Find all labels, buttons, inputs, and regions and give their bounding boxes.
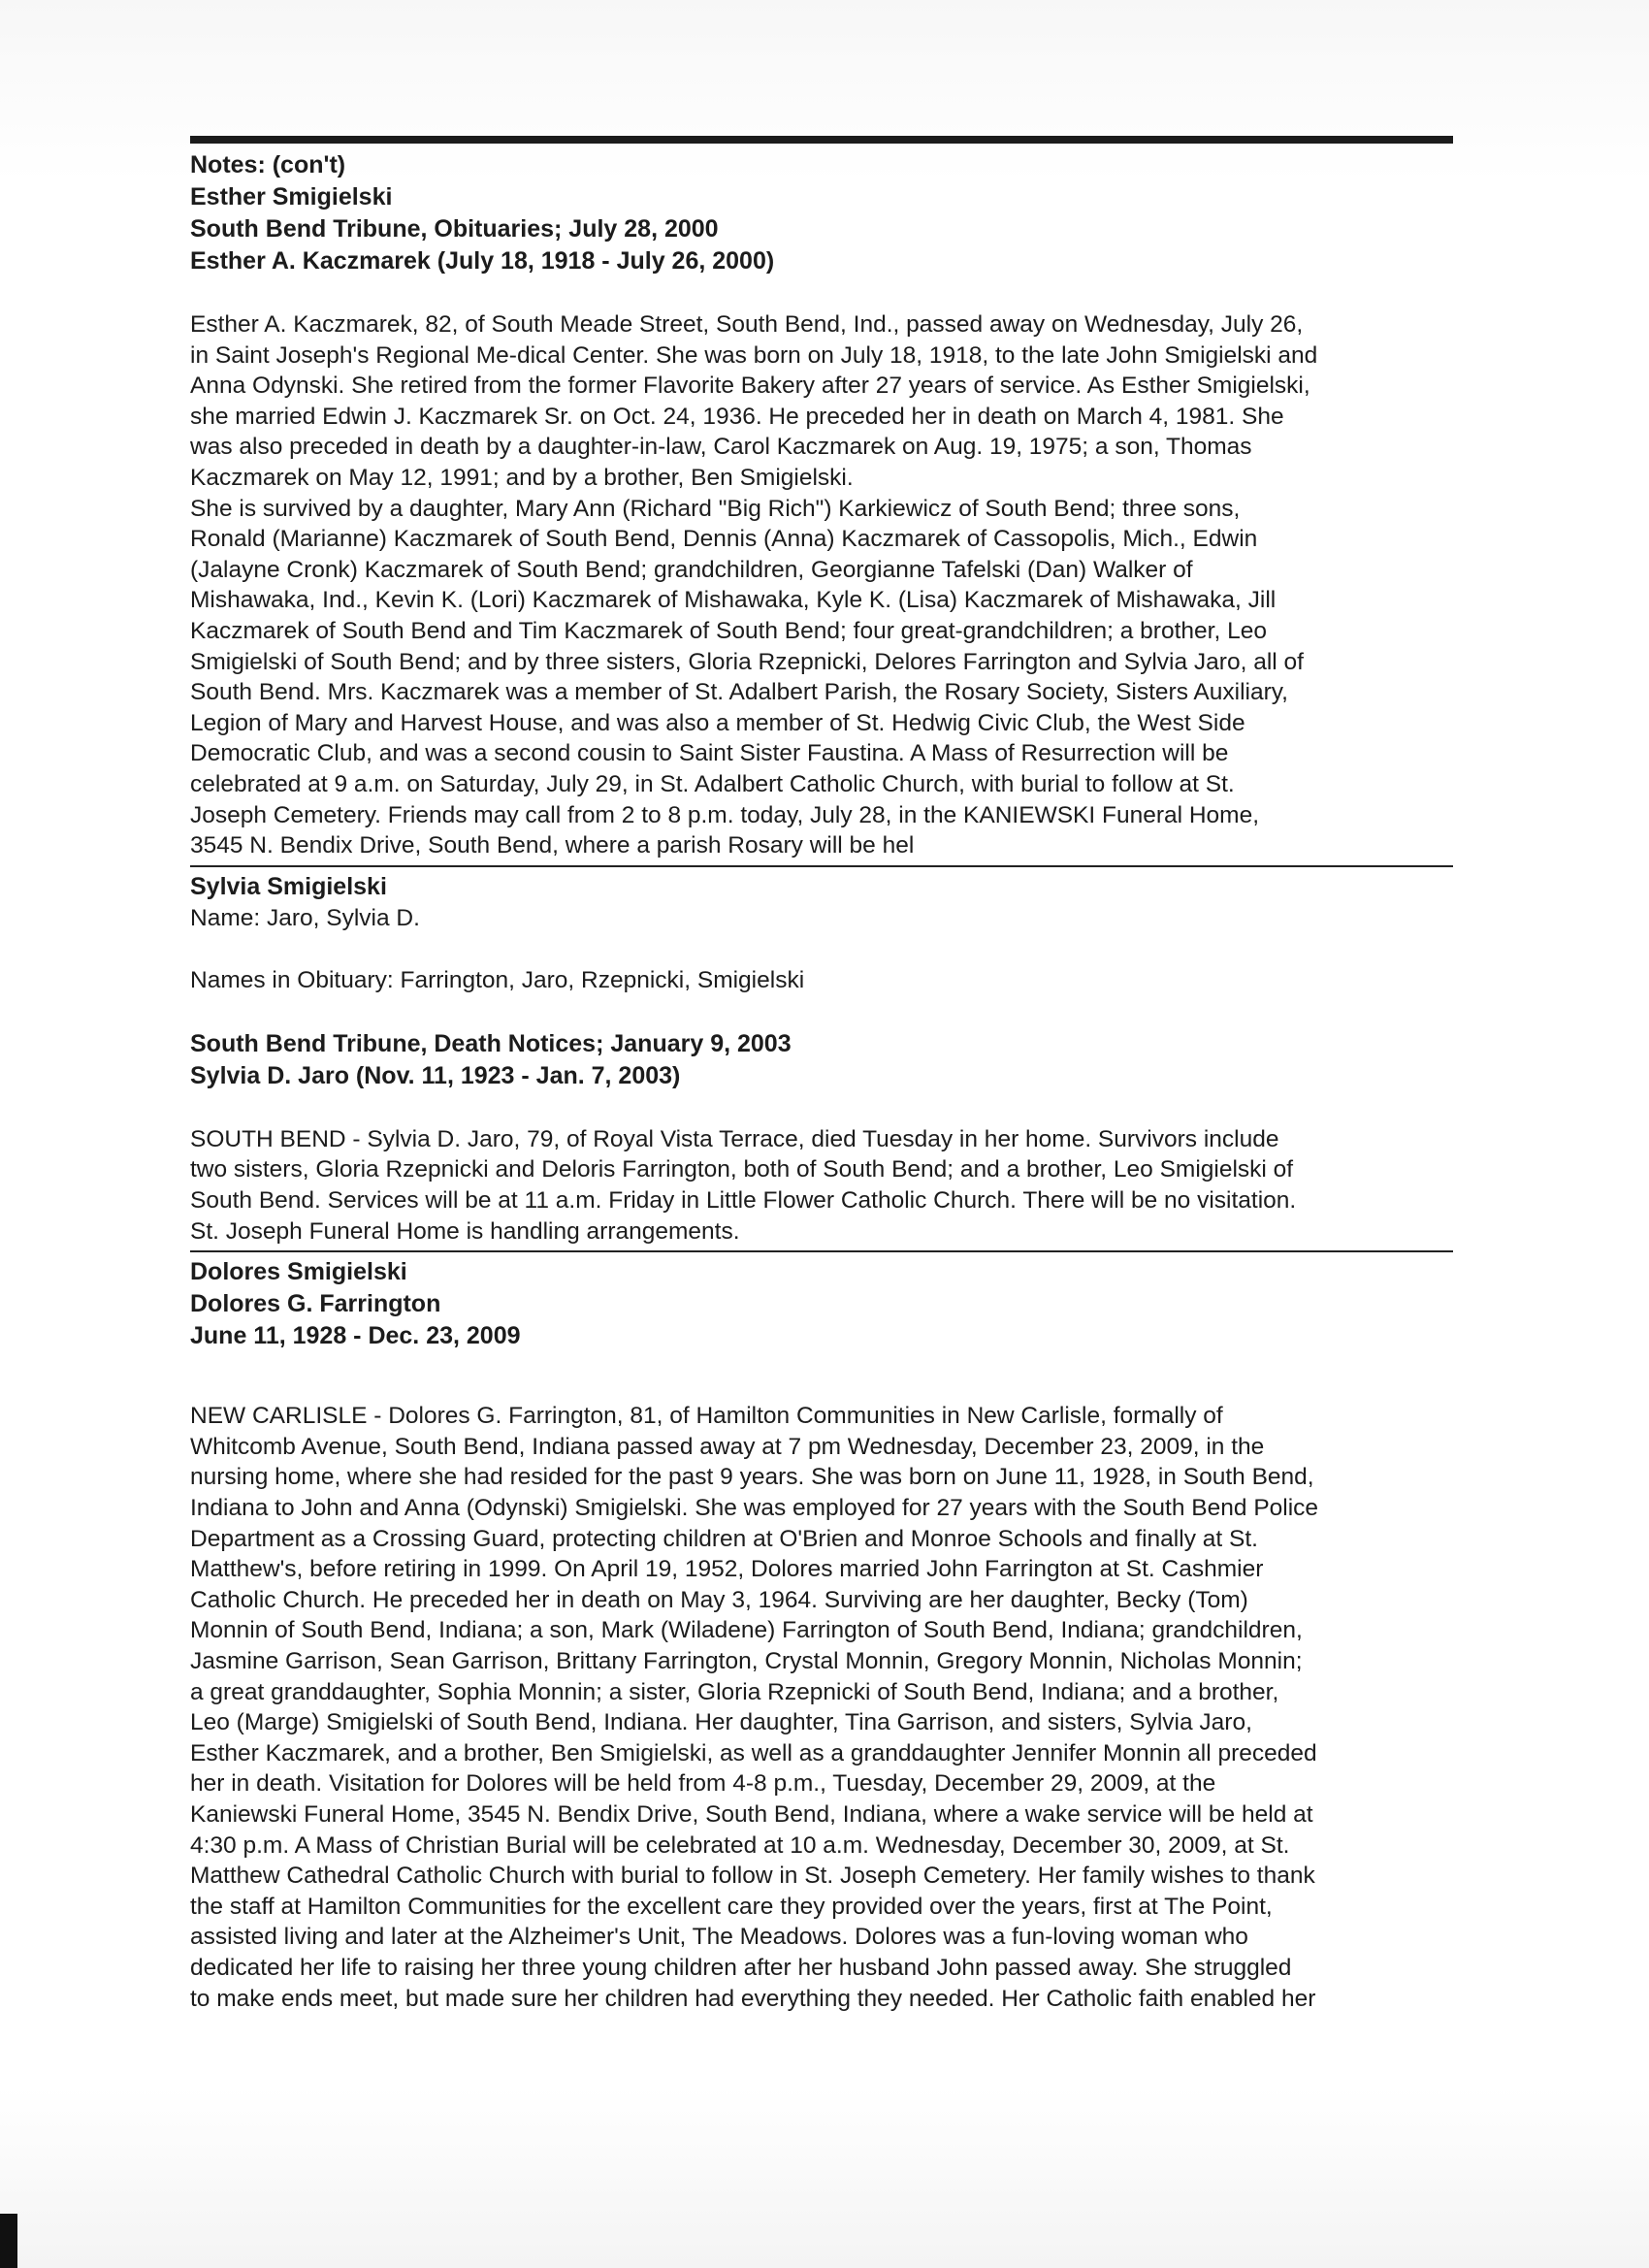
header-line: Notes: (con't) bbox=[190, 151, 346, 178]
text-line: (Jalayne Cronk) Kaczmarek of South Bend; grandchildren, Georgianne Tafelski (Dan) Walker of bbox=[190, 556, 1193, 583]
scan-edge-mark bbox=[0, 2214, 17, 2268]
text-line: Esther A. Kaczmarek, 82, of South Meade Street, South Bend, Ind., passed away on Wednesday, July 26, bbox=[190, 311, 1304, 338]
text-line: 3545 N. Bendix Drive, South Bend, where a parish Rosary will be hel bbox=[190, 832, 915, 859]
text-line: NEW CARLISLE - Dolores G. Farrington, 81, of Hamilton Communities in New Carlisle, formally of bbox=[190, 1403, 1223, 1430]
names-in-obituary: Names in Obituary: Farrington, Jaro, Rzepnicki, Smigielski bbox=[190, 967, 805, 994]
sylvia-title: Sylvia Smigielski bbox=[190, 872, 387, 900]
text-line: Matthew's, before retiring in 1999. On April 19, 1952, Dolores married John Farrington at St. Cashmier bbox=[190, 1556, 1264, 1583]
text-line: Jasmine Garrison, Sean Garrison, Brittany Farrington, Crystal Monnin, Gregory Monnin, Nicholas Monnin; bbox=[190, 1648, 1303, 1674]
text-line: Monnin of South Bend, Indiana; a son, Mark (Wiladene) Farrington of South Bend, Indiana; grandchildren, bbox=[190, 1617, 1303, 1644]
text-line: assisted living and later at the Alzheimer's Unit, The Meadows. Dolores was a fun-loving woman who bbox=[190, 1924, 1248, 1951]
esther-header bbox=[190, 149, 1451, 277]
text-line: Mishawaka, Ind., Kevin K. (Lori) Kaczmarek of Mishawaka, Kyle K. (Lisa) Kaczmarek of Mishawaka, Jill bbox=[190, 587, 1277, 614]
text-line: South Bend. Mrs. Kaczmarek was a member of St. Adalbert Parish, the Rosary Society, Sisters Auxiliary, bbox=[190, 679, 1288, 706]
text-line: Joseph Cemetery. Friends may call from 2 to 8 p.m. today, July 28, in the KANIEWSKI Funeral Home, bbox=[190, 801, 1260, 828]
name-line: Name: Jaro, Sylvia D. bbox=[190, 904, 420, 931]
text-line: the staff at Hamilton Communities for the excellent care they provided over the years, first at The Point, bbox=[190, 1893, 1273, 1920]
text-line: she married Edwin J. Kaczmarek Sr. on Oct. 24, 1936. He preceded her in death on March 4, 1981. She bbox=[190, 403, 1284, 430]
text-line: Ronald (Marianne) Kaczmarek of South Bend, Dennis (Anna) Kaczmarek of Cassopolis, Mich., Edwin bbox=[190, 526, 1258, 553]
header-line: Dolores G. Farrington bbox=[190, 1290, 441, 1318]
text-line: Esther Kaczmarek, and a brother, Ben Smigielski, as well as a granddaughter Jennifer Monnin all preceded bbox=[190, 1739, 1317, 1766]
text-line: two sisters, Gloria Rzepnicki and Deloris Farrington, both of South Bend; and a brother, Leo Smigielski of bbox=[190, 1156, 1294, 1183]
header-line: Esther Smigielski bbox=[190, 183, 393, 211]
document-body bbox=[190, 136, 1451, 2014]
text-line: South Bend. Services will be at 11 a.m. Friday in Little Flower Catholic Church. There will be no visitation. bbox=[190, 1187, 1297, 1215]
dolores-section bbox=[190, 1256, 1451, 2014]
text-line: Anna Odynski. She retired from the former Flavorite Bakery after 27 years of service. As Esther Smigielski, bbox=[190, 373, 1310, 400]
text-line: her in death. Visitation for Dolores will be held from 4-8 p.m., Tuesday, December 29, 2009, at the bbox=[190, 1770, 1216, 1798]
text-line: Democratic Club, and was a second cousin to Saint Sister Faustina. A Mass of Resurrection will be bbox=[190, 740, 1229, 767]
text-line: Kaczmarek on May 12, 1991; and by a brother, Ben Smigielski. bbox=[190, 464, 854, 491]
text-line: Kaniewski Funeral Home, 3545 N. Bendix Drive, South Bend, Indiana, where a wake service will be held at bbox=[190, 1800, 1313, 1828]
text-line: Department as a Crossing Guard, protecting children at O'Brien and Monroe Schools and finally at St. bbox=[190, 1525, 1258, 1552]
text-line: to make ends meet, but made sure her children had everything they needed. Her Catholic faith enabled her bbox=[190, 1985, 1316, 2012]
text-line: nursing home, where she had resided for the past 9 years. She was born on June 11, 1928, in South Bend, bbox=[190, 1464, 1314, 1491]
text-line: Catholic Church. He preceded her in death on May 3, 1964. Surviving are her daughter, Becky (Tom) bbox=[190, 1586, 1248, 1613]
text-line: Leo (Marge) Smigielski of South Bend, Indiana. Her daughter, Tina Garrison, and sisters, Sylvia Jaro, bbox=[190, 1709, 1252, 1736]
text-line: St. Joseph Funeral Home is handling arrangements. bbox=[190, 1217, 740, 1245]
sylvia-section bbox=[190, 871, 1451, 1247]
text-line: SOUTH BEND - Sylvia D. Jaro, 79, of Royal Vista Terrace, died Tuesday in her home. Survivors include bbox=[190, 1125, 1279, 1152]
header-line: June 11, 1928 - Dec. 23, 2009 bbox=[190, 1322, 521, 1350]
text-line: Matthew Cathedral Catholic Church with burial to follow in St. Joseph Cemetery. Her family wishes to thank bbox=[190, 1863, 1315, 1890]
sylvia-notice-text bbox=[190, 1124, 1451, 1247]
header-line: South Bend Tribune, Death Notices; January 9, 2003 bbox=[190, 1029, 792, 1057]
header-line: Dolores Smigielski bbox=[190, 1258, 407, 1286]
text-line: Kaczmarek of South Bend and Tim Kaczmarek of South Bend; four great-grandchildren; a brother, Leo bbox=[190, 617, 1267, 644]
text-line: Legion of Mary and Harvest House, and was also a member of St. Hedwig Civic Club, the West Side bbox=[190, 709, 1245, 736]
esther-section bbox=[190, 149, 1451, 861]
esther-obituary-text bbox=[190, 309, 1451, 861]
text-line: 4:30 p.m. A Mass of Christian Burial will be celebrated at 10 a.m. Wednesday, December 30, 2009, at St. bbox=[190, 1831, 1290, 1859]
text-line: in Saint Joseph's Regional Me-dical Center. She was born on July 18, 1918, to the late John Smigielski and bbox=[190, 341, 1318, 369]
text-line: Smigielski of South Bend; and by three sisters, Gloria Rzepnicki, Delores Farrington and Sylvia Jaro, all of bbox=[190, 648, 1304, 675]
text-line: was also preceded in death by a daughter-in-law, Carol Kaczmarek on Aug. 19, 1975; a son, Thomas bbox=[190, 434, 1252, 461]
text-line: dedicated her life to raising her three young children after her husband John passed away. She struggled bbox=[190, 1954, 1292, 1981]
dolores-obituary-text bbox=[190, 1401, 1451, 2014]
text-line: Indiana to John and Anna (Odynski) Smigielski. She was employed for 27 years with the South Bend Police bbox=[190, 1495, 1319, 1522]
text-line: a great granddaughter, Sophia Monnin; a sister, Gloria Rzepnicki of South Bend, Indiana; and a brother, bbox=[190, 1678, 1279, 1705]
header-line: Sylvia D. Jaro (Nov. 11, 1923 - Jan. 7, 2003) bbox=[190, 1061, 681, 1089]
text-line: Whitcomb Avenue, South Bend, Indiana passed away at 7 pm Wednesday, December 23, 2009, in the bbox=[190, 1433, 1265, 1460]
header-line: Esther A. Kaczmarek (July 18, 1918 - July 26, 2000) bbox=[190, 247, 775, 275]
text-line: celebrated at 9 a.m. on Saturday, July 29, in St. Adalbert Catholic Church, with burial to follow at St. bbox=[190, 770, 1235, 797]
text-line: She is survived by a daughter, Mary Ann (Richard "Big Rich") Karkiewicz of South Bend; three sons, bbox=[190, 495, 1241, 522]
header-line: South Bend Tribune, Obituaries; July 28, 2000 bbox=[190, 215, 719, 243]
